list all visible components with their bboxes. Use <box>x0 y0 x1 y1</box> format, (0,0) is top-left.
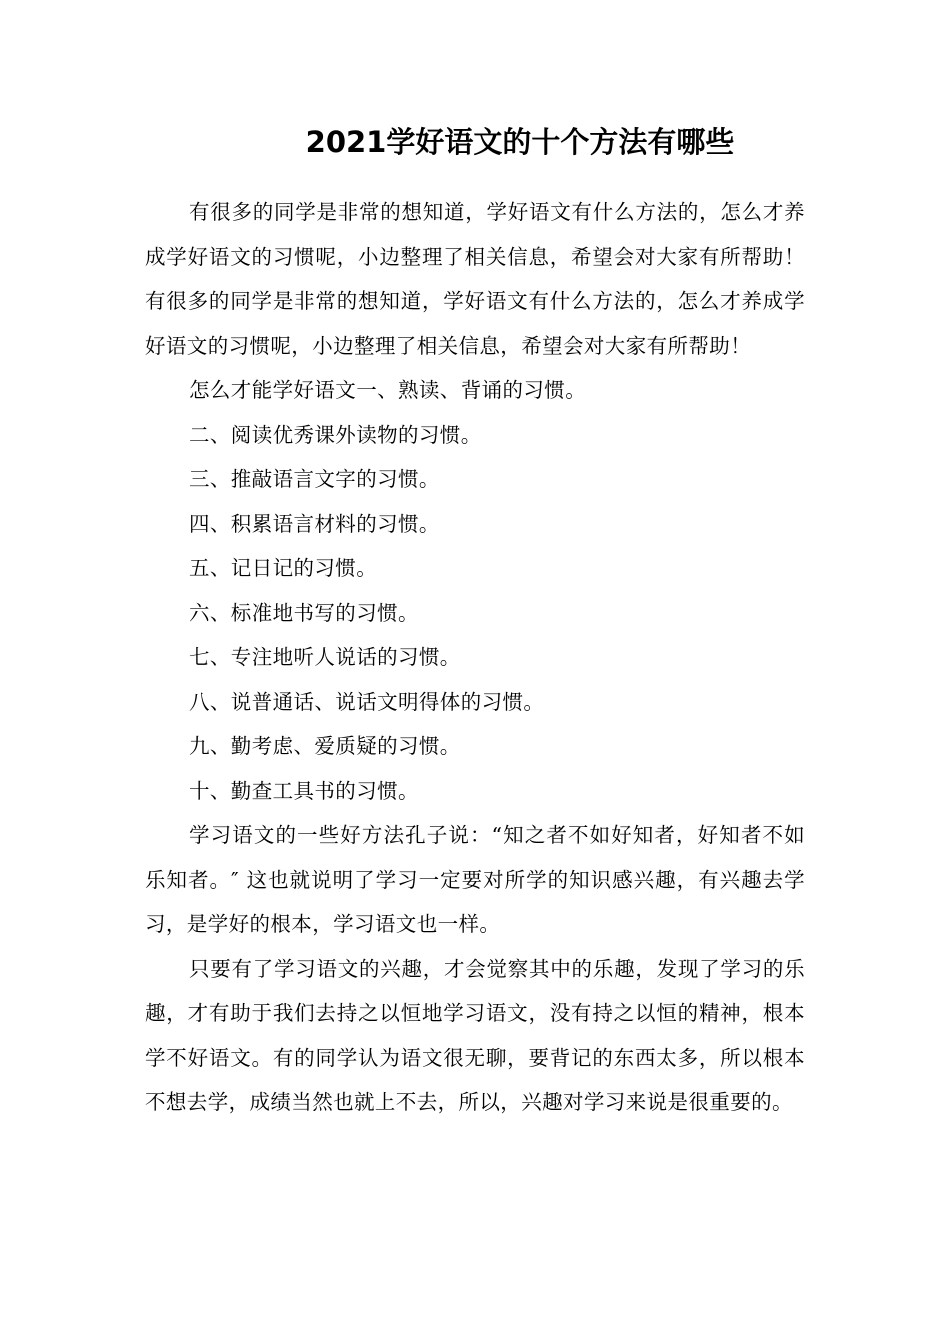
paragraph-habit-5: 五、记日记的习惯。 <box>189 556 378 580</box>
paragraph-habit-4: 四、积累语言材料的习惯。 <box>189 511 440 536</box>
paragraph-confucius: 学习语文的一些好方法孔子说：“知之者不如好知者，好知者不如乐知者。″ 这也就说明了学习一定要对所学的知识感兴趣，有兴趣去学习，是学好的根本，学习语文也一样。 <box>145 823 805 936</box>
paragraph-intro: 有很多的同学是非常的想知道，学好语文有什么方法的，怎么才养成学好语文的习惯呢，小边整理了相关信息，希望会对大家有所帮助！有很多的同学是非常的想知道，学好语文有什么方法的，怎么才养成学好语文的习惯呢，小边整理了相关信息，希望会对大家有所帮助！ <box>145 200 805 358</box>
paragraph-habit-8: 八、说普通话、说话文明得体的习惯。 <box>189 689 545 714</box>
document-body <box>145 190 805 1125</box>
paragraph-interest: 只要有了学习语文的兴趣，才会觉察其中的乐趣，发现了学习的乐趣，才有助于我们去持之以恒地学习语文，没有持之以恒的精神，根本学不好语文。有的同学认为语文很无聊，要背记的东西太多，所以根本不想去学，成绩当然也就上不去，所以，兴趣对学习来说是很重要的。 <box>145 956 805 1114</box>
document-title: 2021学好语文的十个方法有哪些 <box>305 125 735 159</box>
paragraph-habit-7: 七、专注地听人说话的习惯。 <box>189 645 461 669</box>
paragraph-habit-3: 三、推敲语言文字的习惯。 <box>189 467 440 491</box>
paragraph-habit-9: 九、勤考虑、爱质疑的习惯。 <box>189 734 461 758</box>
paragraph-habit-6: 六、标准地书写的习惯。 <box>189 600 419 625</box>
paragraph-habit-2: 二、阅读优秀课外读物的习惯。 <box>189 422 482 447</box>
paragraph-habit-10: 十、勤查工具书的习惯。 <box>189 778 419 803</box>
paragraph-habit-1: 怎么才能学好语文一、熟读、背诵的习惯。 <box>189 378 587 402</box>
